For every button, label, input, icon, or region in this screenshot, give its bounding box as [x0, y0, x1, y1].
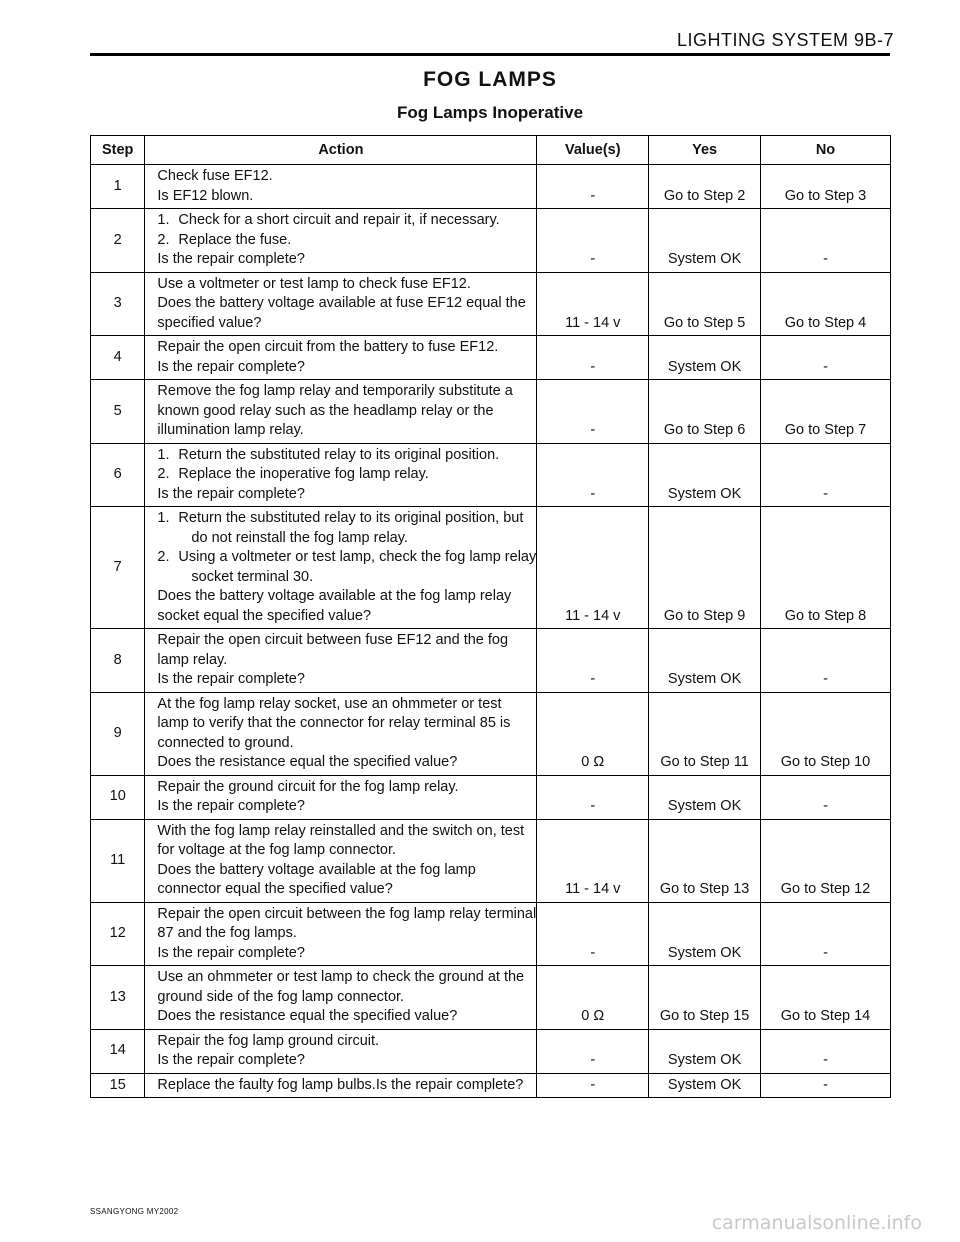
- running-header: LIGHTING SYSTEM 9B-7: [676, 30, 894, 50]
- action-text: Does the battery voltage available at the fog lamp connector equal the specified value?: [157, 861, 476, 897]
- action-text: Repair the ground circuit for the fog lamp relay.: [157, 778, 459, 795]
- yes-cell: System OK: [649, 775, 761, 819]
- value-cell: 11 - 14 v: [537, 272, 649, 336]
- yes-cell: Go to Step 11: [649, 692, 761, 775]
- value-cell: -: [537, 380, 649, 444]
- action-text: Is the repair complete?: [157, 798, 305, 814]
- value-cell: 0 Ω: [537, 966, 649, 1030]
- no-cell: Go to Step 4: [761, 272, 891, 336]
- step-number: 2: [91, 209, 145, 273]
- action-text: Check for a short circuit and repair it, if necessary.: [178, 212, 500, 228]
- action-cell: [145, 966, 537, 1030]
- action-line: [157, 670, 536, 690]
- watermark: carmanualsonline.info: [711, 1212, 922, 1234]
- table-row: [91, 443, 891, 507]
- action-cell: [145, 272, 537, 336]
- yes-cell: Go to Step 13: [649, 819, 761, 902]
- table-row: [91, 272, 891, 336]
- step-number: 4: [91, 336, 145, 380]
- action-text: Use a voltmeter or test lamp to check fuse EF12.: [157, 275, 471, 292]
- step-number: 14: [91, 1029, 145, 1073]
- step-number: 12: [91, 902, 145, 966]
- column-header-no: No: [761, 136, 891, 165]
- action-text: Remove the fog lamp relay and temporarily substitute a known good relay such as the headlamp relay or the illumination lamp relay.: [157, 383, 513, 438]
- action-text: Is the repair complete?: [157, 485, 305, 502]
- no-cell: -: [761, 1073, 891, 1098]
- action-text: Is the repair complete?: [157, 944, 305, 961]
- item-number: 1.: [157, 510, 170, 526]
- no-cell: Go to Step 12: [761, 819, 891, 902]
- action-numbered-item: [157, 446, 536, 466]
- value-cell: -: [537, 1073, 649, 1098]
- action-text: Is the repair complete?: [157, 251, 305, 267]
- no-cell: -: [761, 629, 891, 693]
- action-line: [157, 861, 536, 900]
- value-cell: -: [537, 209, 649, 273]
- action-cell: [145, 443, 537, 507]
- table-row: [91, 507, 891, 629]
- action-line: [157, 294, 536, 333]
- yes-cell: System OK: [649, 443, 761, 507]
- action-text: With the fog lamp relay reinstalled and the switch on, test for voltage at the fog lamp connector.: [157, 822, 525, 858]
- action-cell: [145, 336, 537, 380]
- table-row: [91, 336, 891, 380]
- step-number: 7: [91, 507, 145, 629]
- header-rule: [90, 53, 890, 56]
- table-row: [91, 629, 891, 693]
- action-line: [157, 631, 536, 670]
- action-cell: [145, 819, 537, 902]
- action-text: Replace the faulty fog lamp bulbs.Is the repair complete?: [157, 1076, 524, 1093]
- step-number: 6: [91, 443, 145, 507]
- table-row: [91, 1029, 891, 1073]
- action-text: Is EF12 blown.: [157, 187, 254, 204]
- action-text: Repair the fog lamp ground circuit.: [157, 1032, 380, 1049]
- yes-cell: System OK: [649, 629, 761, 693]
- no-cell: -: [761, 1029, 891, 1073]
- diagnostic-table: [90, 135, 891, 1098]
- action-cell: [145, 209, 537, 273]
- action-cell: [145, 629, 537, 693]
- no-cell: Go to Step 10: [761, 692, 891, 775]
- action-line: [157, 778, 536, 798]
- action-line: [157, 797, 536, 817]
- action-cell: [145, 902, 537, 966]
- value-cell: -: [537, 1029, 649, 1073]
- action-text: Does the battery voltage available at fuse EF12 equal the specified value?: [157, 295, 526, 331]
- no-cell: -: [761, 209, 891, 273]
- action-numbered-item: [157, 548, 536, 587]
- action-line: [157, 968, 536, 1007]
- action-cell: [145, 380, 537, 444]
- action-line: [157, 822, 536, 861]
- action-line: [157, 1032, 536, 1052]
- footer-model: SSANGYONG MY2002: [90, 1207, 179, 1216]
- yes-cell: Go to Step 2: [649, 165, 761, 209]
- step-number: 3: [91, 272, 145, 336]
- action-numbered-item: [157, 465, 536, 485]
- action-numbered-item: [157, 211, 536, 231]
- action-text: At the fog lamp relay socket, use an ohmmeter or test lamp to verify that the connector for relay terminal 85 is connected to ground.: [157, 695, 511, 751]
- table-row: [91, 380, 891, 444]
- no-cell: Go to Step 8: [761, 507, 891, 629]
- action-line: [157, 1007, 536, 1027]
- no-cell: -: [761, 443, 891, 507]
- action-line: [157, 1051, 536, 1071]
- yes-cell: System OK: [649, 336, 761, 380]
- item-number: 2.: [157, 466, 170, 482]
- table-row: [91, 966, 891, 1030]
- action-line: [157, 753, 536, 773]
- action-text: Replace the fuse.: [178, 231, 292, 248]
- action-cell: [145, 1029, 537, 1073]
- item-number: 2.: [157, 231, 170, 248]
- yes-cell: System OK: [649, 902, 761, 966]
- value-cell: 0 Ω: [537, 692, 649, 775]
- action-text: Is the repair complete?: [157, 671, 305, 687]
- action-text: Does the resistance equal the specified value?: [157, 1008, 458, 1024]
- action-line: [157, 1076, 536, 1096]
- value-cell: -: [537, 629, 649, 693]
- no-cell: -: [761, 336, 891, 380]
- yes-cell: Go to Step 15: [649, 966, 761, 1030]
- action-line: [157, 905, 536, 944]
- no-cell: -: [761, 775, 891, 819]
- action-line: [157, 167, 536, 187]
- action-text: Is the repair complete?: [157, 358, 305, 375]
- table-row: [91, 902, 891, 966]
- table-row: [91, 209, 891, 273]
- column-header-action: Action: [145, 136, 537, 165]
- yes-cell: System OK: [649, 1029, 761, 1073]
- yes-cell: Go to Step 6: [649, 380, 761, 444]
- action-text: Use an ohmmeter or test lamp to check the ground at the ground side of the fog lamp connector.: [157, 969, 525, 1005]
- action-text: Check fuse EF12.: [157, 168, 273, 184]
- step-number: 15: [91, 1073, 145, 1098]
- table-row: [91, 819, 891, 902]
- item-number: 1.: [157, 446, 170, 463]
- step-number: 8: [91, 629, 145, 693]
- item-number: 2.: [157, 549, 170, 565]
- value-cell: -: [537, 775, 649, 819]
- action-line: [157, 187, 536, 207]
- item-number: 1.: [157, 212, 170, 228]
- action-text: Does the resistance equal the specified value?: [157, 754, 458, 770]
- column-header-step: Step: [91, 136, 145, 165]
- table-row: [91, 692, 891, 775]
- value-cell: -: [537, 165, 649, 209]
- action-cell: [145, 692, 537, 775]
- action-text: Using a voltmeter or test lamp, check the fog lamp relay socket terminal 30.: [178, 549, 537, 585]
- step-number: 13: [91, 966, 145, 1030]
- action-cell: [145, 507, 537, 629]
- no-cell: Go to Step 7: [761, 380, 891, 444]
- yes-cell: System OK: [649, 209, 761, 273]
- action-text: Does the battery voltage available at the fog lamp relay socket equal the specified value?: [157, 588, 512, 624]
- table-header-row: [91, 136, 891, 165]
- no-cell: Go to Step 14: [761, 966, 891, 1030]
- yes-cell: System OK: [649, 1073, 761, 1098]
- action-text: Repair the open circuit between the fog lamp relay terminal 87 and the fog lamps.: [157, 905, 537, 941]
- action-text: Is the repair complete?: [157, 1052, 305, 1068]
- action-line: [157, 338, 536, 358]
- column-header-yes: Yes: [649, 136, 761, 165]
- step-number: 5: [91, 380, 145, 444]
- value-cell: -: [537, 336, 649, 380]
- value-cell: -: [537, 902, 649, 966]
- action-line: [157, 275, 536, 295]
- action-line: [157, 382, 536, 441]
- value-cell: -: [537, 443, 649, 507]
- action-line: [157, 695, 536, 754]
- step-number: 10: [91, 775, 145, 819]
- action-cell: [145, 165, 537, 209]
- action-cell: [145, 1073, 537, 1098]
- action-line: [157, 485, 536, 505]
- step-number: 1: [91, 165, 145, 209]
- action-line: [157, 250, 536, 270]
- step-number: 9: [91, 692, 145, 775]
- action-text: Return the substituted relay to its original position, but do not reinstall the fog lamp relay.: [178, 510, 524, 546]
- yes-cell: Go to Step 5: [649, 272, 761, 336]
- step-number: 11: [91, 819, 145, 902]
- action-text: Repair the open circuit between fuse EF12 and the fog lamp relay.: [157, 632, 509, 668]
- no-cell: Go to Step 3: [761, 165, 891, 209]
- value-cell: 11 - 14 v: [537, 507, 649, 629]
- action-line: [157, 358, 536, 378]
- action-text: Return the substituted relay to its original position.: [178, 446, 500, 463]
- action-line: [157, 944, 536, 964]
- action-cell: [145, 775, 537, 819]
- yes-cell: Go to Step 9: [649, 507, 761, 629]
- action-numbered-item: [157, 231, 536, 251]
- page-title: FOG LAMPS: [423, 68, 557, 91]
- no-cell: -: [761, 902, 891, 966]
- table-row: [91, 775, 891, 819]
- page-subtitle: Fog Lamps Inoperative: [396, 103, 584, 122]
- value-cell: 11 - 14 v: [537, 819, 649, 902]
- column-header-values: Value(s): [537, 136, 649, 165]
- table-row: [91, 1073, 891, 1098]
- table-row: [91, 165, 891, 209]
- action-numbered-item: [157, 509, 536, 548]
- action-text: Replace the inoperative fog lamp relay.: [178, 466, 429, 482]
- action-text: Repair the open circuit from the battery to fuse EF12.: [157, 339, 499, 355]
- action-line: [157, 587, 536, 626]
